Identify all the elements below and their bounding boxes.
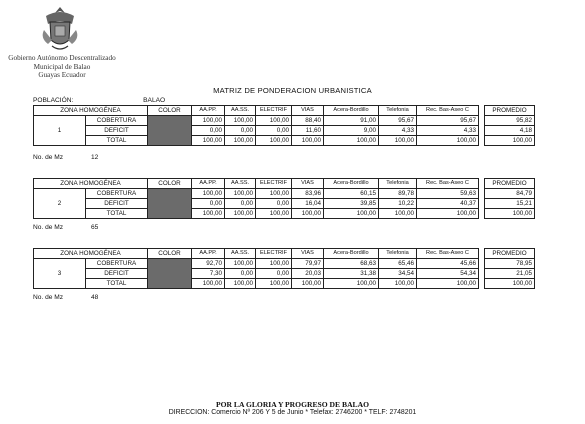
value-cell: 4,33 [417,126,479,136]
total-row [34,209,535,219]
header-cell: AA.SS. [225,249,256,259]
color-swatch [148,189,192,219]
total-label: TOTAL [86,279,148,289]
value-cell: 100,00 [256,259,292,269]
header-cell: Acera-Bordillo [324,179,379,189]
value-cell: 100,00 [417,136,479,146]
value-cell: 95,67 [417,116,479,126]
cobertura-row [34,259,535,269]
value-cell: 11,60 [292,126,324,136]
value-cell: 100,00 [324,279,379,289]
cobertura-label: COBERTURA [86,189,148,199]
value-cell: 20,03 [292,269,324,279]
value-cell: 4,33 [379,126,417,136]
value-cell: 100,00 [192,209,225,219]
header-cell: VIAS [292,106,324,116]
header-cell: AA.PP. [192,249,225,259]
no-mz-label: No. de Mz [33,294,64,301]
zone-table-3 [33,248,535,289]
org-line: Municipal de Balao [33,62,91,71]
value-cell: 0,00 [225,269,256,279]
value-cell: 100,00 [225,136,256,146]
value-cell: 0,00 [225,199,256,209]
header-cell: VIAS [292,249,324,259]
value-cell: 100,00 [379,209,417,219]
header-cell: COLOR [148,106,192,116]
promedio-cell: 84,79 [485,189,535,199]
poblacion-row [33,97,165,104]
footer-motto: POR LA GLORIA Y PROGRESO DE BALAO [215,400,370,409]
value-cell: 7,30 [192,269,225,279]
header-cell: Acera-Bordillo [324,106,379,116]
value-cell: 0,00 [256,269,292,279]
header-cell: PROMEDIO [485,249,535,259]
value-cell: 100,00 [192,189,225,199]
promedio-cell: 100,00 [485,279,535,289]
color-swatch [148,259,192,289]
deficit-label: DEFICIT [86,199,148,209]
value-cell: 68,63 [324,259,379,269]
value-cell: 88,40 [292,116,324,126]
value-cell: 0,00 [225,126,256,136]
color-swatch [148,116,192,146]
header-cell: ZONA HOMOGÉNEA [34,106,148,116]
header-cell: AA.SS. [225,106,256,116]
promedio-cell: 21,05 [485,269,535,279]
header-cell: ELECTRIF [256,249,292,259]
value-cell: 65,46 [379,259,417,269]
header-cell: Telefonia [379,106,417,116]
value-cell: 100,00 [225,209,256,219]
promedio-cell: 95,82 [485,116,535,126]
no-mz-value: 12 [91,154,99,161]
promedio-cell: 15,21 [485,199,535,209]
value-cell: 92,70 [192,259,225,269]
value-cell: 100,00 [225,116,256,126]
value-cell: 39,85 [324,199,379,209]
value-cell: 100,00 [379,279,417,289]
zone-number: 2 [34,189,86,219]
value-cell: 79,97 [292,259,324,269]
header-cell: ZONA HOMOGÉNEA [34,179,148,189]
value-cell: 9,00 [324,126,379,136]
total-label: TOTAL [86,136,148,146]
total-row [34,279,535,289]
deficit-row [34,199,535,209]
no-mz-row [33,294,99,301]
header-cell: ELECTRIF [256,179,292,189]
value-cell: 100,00 [379,136,417,146]
no-mz-row [33,224,99,231]
value-cell: 100,00 [256,116,292,126]
value-cell: 100,00 [417,209,479,219]
header-row [34,179,535,189]
value-cell: 100,00 [225,189,256,199]
promedio-cell: 100,00 [485,136,535,146]
no-mz-label: No. de Mz [33,154,64,161]
poblacion-value: BALAO [143,97,166,104]
value-cell: 0,00 [192,199,225,209]
value-cell: 10,22 [379,199,417,209]
value-cell: 91,00 [324,116,379,126]
organization-name [2,54,122,80]
no-mz-value: 65 [91,224,99,231]
header-cell: COLOR [148,249,192,259]
value-cell: 95,67 [379,116,417,126]
header-cell: Rec. Bas-Aseo C [417,249,479,259]
value-cell: 59,63 [417,189,479,199]
value-cell: 31,38 [324,269,379,279]
header-cell: Acera-Bordillo [324,249,379,259]
zone-table-2 [33,178,535,219]
cobertura-row [34,189,535,199]
header-cell: Rec. Bas-Aseo C [417,106,479,116]
zone-number: 3 [34,259,86,289]
footer-address: DIRECCION: Comercio Nº 206 Y 5 de Junio * Telefax: 2746200 * TELF: 2748201 [168,409,417,416]
value-cell: 100,00 [192,136,225,146]
value-cell: 0,00 [192,126,225,136]
header-cell: Telefonia [379,179,417,189]
value-cell: 40,37 [417,199,479,209]
header-row [34,249,535,259]
value-cell: 100,00 [292,136,324,146]
promedio-cell: 100,00 [485,209,535,219]
header-cell: PROMEDIO [485,106,535,116]
header-cell: PROMEDIO [485,179,535,189]
value-cell: 100,00 [417,279,479,289]
header-cell: Rec. Bas-Aseo C [417,179,479,189]
value-cell: 100,00 [256,136,292,146]
deficit-label: DEFICIT [86,269,148,279]
value-cell: 0,00 [256,126,292,136]
deficit-row [34,126,535,136]
no-mz-value: 48 [91,294,99,301]
header-cell: AA.PP. [192,106,225,116]
org-line: Gobierno Autónomo Descentralizado [8,54,116,62]
no-mz-label: No. de Mz [33,224,64,231]
zone-table-1 [33,105,535,146]
total-label: TOTAL [86,209,148,219]
value-cell: 100,00 [256,279,292,289]
value-cell: 100,00 [324,209,379,219]
value-cell: 83,96 [292,189,324,199]
cobertura-label: COBERTURA [86,116,148,126]
value-cell: 100,00 [192,116,225,126]
document-title: MATRIZ DE PONDERACION URBANISTICA [213,86,372,95]
header-cell: COLOR [148,179,192,189]
header-cell: ZONA HOMOGÉNEA [34,249,148,259]
org-line: Guayas Ecuador [38,71,86,80]
value-cell: 0,00 [256,199,292,209]
promedio-cell: 78,95 [485,259,535,269]
promedio-cell: 4,18 [485,126,535,136]
zone-number: 1 [34,116,86,146]
no-mz-row [33,154,99,161]
header-cell: AA.PP. [192,179,225,189]
total-row [34,136,535,146]
value-cell: 100,00 [192,279,225,289]
deficit-label: DEFICIT [86,126,148,136]
value-cell: 100,00 [292,209,324,219]
value-cell: 54,34 [417,269,479,279]
value-cell: 89,78 [379,189,417,199]
deficit-row [34,269,535,279]
value-cell: 100,00 [225,279,256,289]
cobertura-row [34,116,535,126]
value-cell: 60,15 [324,189,379,199]
municipal-seal-icon [38,4,82,54]
value-cell: 100,00 [256,209,292,219]
header-cell: VIAS [292,179,324,189]
value-cell: 34,54 [379,269,417,279]
poblacion-label: POBLACIÓN: [33,97,74,104]
value-cell: 100,00 [324,136,379,146]
value-cell: 16,04 [292,199,324,209]
value-cell: 100,00 [292,279,324,289]
value-cell: 100,00 [225,259,256,269]
value-cell: 45,66 [417,259,479,269]
header-cell: ELECTRIF [256,106,292,116]
header-row [34,106,535,116]
value-cell: 100,00 [256,189,292,199]
header-cell: AA.SS. [225,179,256,189]
cobertura-label: COBERTURA [86,259,148,269]
header-cell: Telefonia [379,249,417,259]
